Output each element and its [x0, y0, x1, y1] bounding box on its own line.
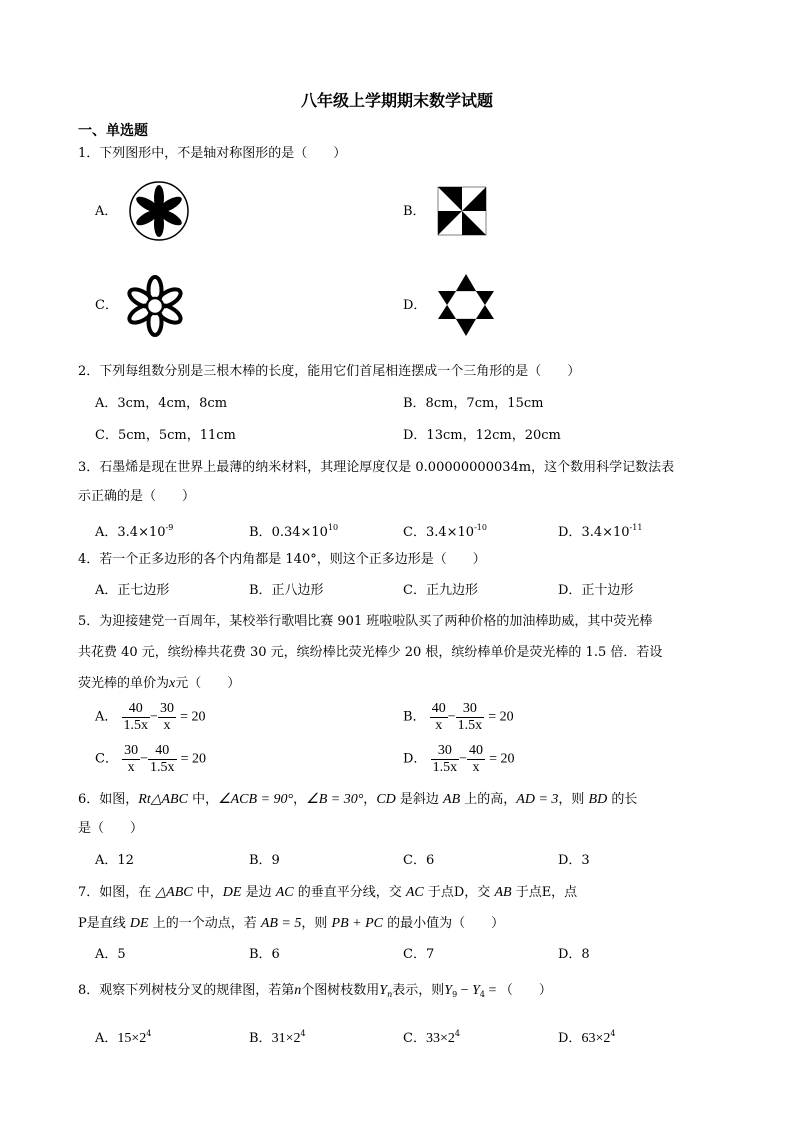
page-title: 八年级上学期期末数学试题 [300, 91, 493, 110]
pinwheel-figure [436, 185, 488, 237]
section-heading: 一、单选题 [78, 123, 148, 139]
q5-option-b: B． $\frac{40}{x}$ − $\frac{30}{1.5x}$ = 20 [403, 701, 514, 733]
q6-option-b: B．9 [249, 853, 280, 868]
q8-option-b: B．$31\times 2^4$ [249, 1029, 306, 1046]
question-5-stem-line-3: 荧光棒的单价为x元（ ） [78, 676, 241, 691]
q8-option-a: A．$15\times 2^4$ [95, 1029, 152, 1046]
star-of-david-figure [436, 272, 496, 338]
q4-option-c: C．正九边形 [403, 583, 478, 598]
q5-option-c: C． $\frac{30}{x}$ − $\frac{40}{1.5x}$ = 20 [95, 743, 207, 775]
q3-option-b: B．$0.34\times 10^{10}$ [249, 523, 339, 540]
q2-option-a: A．3cm，4cm，8cm [95, 396, 228, 411]
question-6-stem-line-2: 是（ ） [78, 821, 144, 836]
q8-option-c: C．$33\times 2^4$ [403, 1029, 460, 1046]
question-5-stem-line-1: 5．为迎接建党一百周年，某校举行歌唱比赛 901 班啦啦队买了两种价格的加油棒助威，其中荧光棒 [78, 614, 653, 629]
q7-option-b: B．6 [249, 947, 280, 962]
q1-option-a-label: A． [95, 204, 118, 219]
q7-option-a: A．5 [95, 947, 126, 962]
question-8-stem: 8．观察下列树枝分叉的规律图，若第n个图树枝数用$Y_n$表示，则$Y_9 - Y_4$ = （ ） [78, 983, 552, 999]
flower-circle-figure [128, 180, 190, 242]
q5-option-a: A． $\frac{40}{1.5x}$ − $\frac{30}{x}$ = 20 [95, 701, 206, 733]
q4-option-b: B．正八边形 [249, 583, 324, 598]
q2-option-c: C．5cm，5cm，11cm [95, 428, 236, 443]
q6-option-c: C．6 [403, 853, 435, 868]
question-5-stem-line-2: 共花费 40 元，缤纷棒共花费 30 元，缤纷棒比荧光棒少 20 根，缤纷棒单价是荧光棒的 1.5 倍．若设 [78, 645, 663, 660]
question-3-stem-line-1: 3．石墨烯是现在世界上最薄的纳米材料，其理论厚度仅是 0.00000000034m，这个数用科学记数法表 [78, 460, 675, 475]
q5-option-d: D． $\frac{30}{1.5x}$ − $\frac{40}{x}$ = 20 [403, 743, 515, 775]
question-3-stem-line-2: 示正确的是（ ） [78, 489, 196, 504]
q1-option-c-label: C． [95, 298, 118, 313]
q4-option-a: A．正七边形 [95, 583, 170, 598]
q2-option-d: D．13cm，12cm，20cm [403, 428, 561, 443]
hollow-flower-figure [123, 274, 187, 338]
q8-option-d: D．$63\times 2^4$ [558, 1029, 616, 1046]
question-4-stem: 4．若一个正多边形的各个内角都是 140°，则这个正多边形是（ ） [78, 552, 486, 567]
q7-option-d: D．8 [558, 947, 590, 962]
q3-option-d: D．$3.4\times 10^{-11}$ [558, 523, 643, 540]
q6-option-a: A．12 [95, 853, 134, 868]
question-7-stem-line-2: P是直线 DE 上的一个动点，若 AB = 5，则 PB + PC 的最小值为（ ） [78, 916, 505, 931]
q3-option-a: A．$3.4\times 10^{-9}$ [95, 523, 174, 540]
q7-option-c: C．7 [403, 947, 435, 962]
question-1-stem: 1．下列图形中，不是轴对称图形的是（ ） [78, 146, 347, 161]
question-2-stem: 2．下列每组数分别是三根木棒的长度，能用它们首尾相连摆成一个三角形的是（ ） [78, 364, 581, 379]
question-6-stem-line-1: 6．如图，Rt△ABC 中，∠ACB = 90°，∠B = 30°，CD 是斜边 AB 上的高，AD = 3，则 BD 的长 [78, 792, 638, 807]
q2-option-b: B．8cm，7cm，15cm [403, 396, 544, 411]
q1-option-b-label: B． [403, 204, 426, 219]
q6-option-d: D．3 [558, 853, 590, 868]
question-7-stem-line-1: 7．如图，在 △ABC 中，DE 是边 AC 的垂直平分线，交 AC 于点D，交 AB 于点E，点 [78, 885, 578, 900]
q4-option-d: D．正十边形 [558, 583, 634, 598]
q1-option-d-label: D． [403, 298, 427, 313]
q3-option-c: C．$3.4\times 10^{-10}$ [403, 523, 487, 540]
